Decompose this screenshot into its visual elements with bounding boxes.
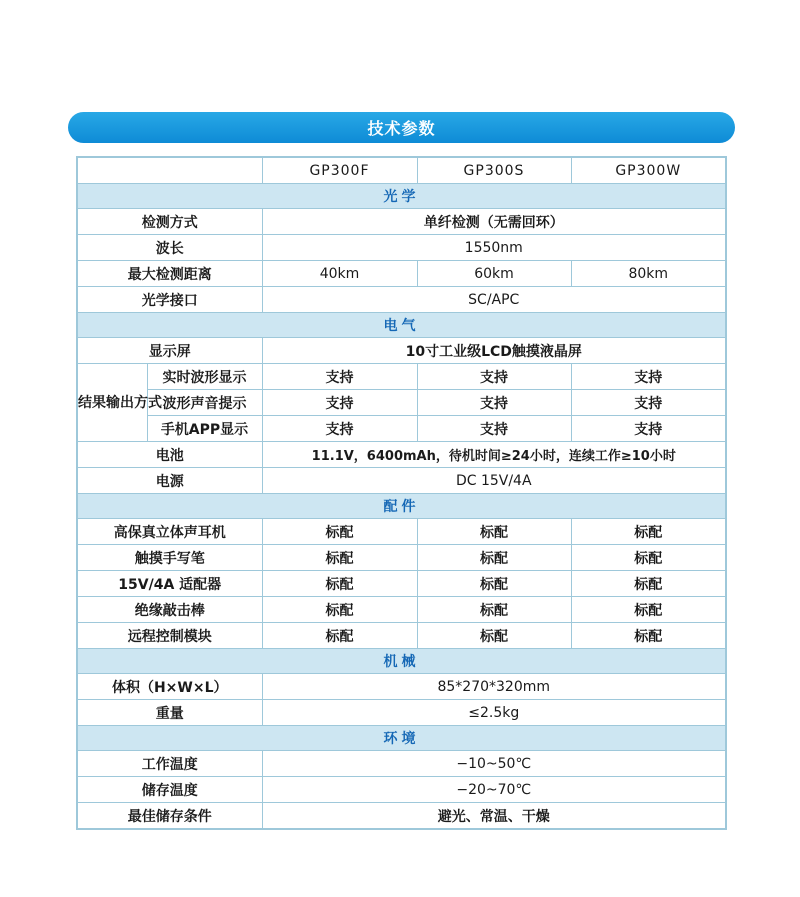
row-value: 支持 xyxy=(417,416,571,442)
section-title: 环境 xyxy=(77,726,726,751)
row-value: 标配 xyxy=(571,623,726,649)
table-row xyxy=(77,751,726,777)
row-value: 标配 xyxy=(262,571,417,597)
spec-table xyxy=(76,156,727,830)
row-value: 避光、常温、干燥 xyxy=(262,803,726,830)
table-row xyxy=(77,571,726,597)
row-value: 支持 xyxy=(571,390,726,416)
table-row xyxy=(77,416,726,442)
table-row xyxy=(77,803,726,830)
row-label: 储存温度 xyxy=(77,777,262,803)
row-value: 标配 xyxy=(262,519,417,545)
row-label: 波形声音提示 xyxy=(147,390,262,416)
table-row xyxy=(77,468,726,494)
table-row xyxy=(77,545,726,571)
row-value: 标配 xyxy=(417,623,571,649)
row-value: 标配 xyxy=(417,519,571,545)
row-label: 15V/4A 适配器 xyxy=(77,571,262,597)
row-value: 单纤检测（无需回环） xyxy=(262,209,726,235)
row-value: −10~50℃ xyxy=(262,751,726,777)
row-value: 60km xyxy=(417,261,571,287)
model-gp300w: GP300W xyxy=(571,157,726,184)
row-value: 支持 xyxy=(262,390,417,416)
row-value: SC/APC xyxy=(262,287,726,313)
row-value: 标配 xyxy=(262,623,417,649)
row-value: 支持 xyxy=(571,364,726,390)
row-value: −20~70℃ xyxy=(262,777,726,803)
row-label: 最佳储存条件 xyxy=(77,803,262,830)
row-value: ≤2.5kg xyxy=(262,700,726,726)
table-row xyxy=(77,338,726,364)
row-label: 最大检测距离 xyxy=(77,261,262,287)
section-electrical xyxy=(77,313,726,338)
section-accessories xyxy=(77,494,726,519)
row-value: 支持 xyxy=(571,416,726,442)
row-label: 光学接口 xyxy=(77,287,262,313)
row-label: 波长 xyxy=(77,235,262,261)
row-value: 80km xyxy=(571,261,726,287)
table-row xyxy=(77,623,726,649)
row-label: 工作温度 xyxy=(77,751,262,777)
row-value: DC 15V/4A xyxy=(262,468,726,494)
row-value: 支持 xyxy=(262,416,417,442)
row-label: 重量 xyxy=(77,700,262,726)
row-value: 标配 xyxy=(571,571,726,597)
table-row xyxy=(77,364,726,390)
table-row xyxy=(77,777,726,803)
row-value: 40km xyxy=(262,261,417,287)
table-row xyxy=(77,235,726,261)
table-row xyxy=(77,390,726,416)
row-label: 远程控制模块 xyxy=(77,623,262,649)
table-row xyxy=(77,700,726,726)
row-value: 标配 xyxy=(571,519,726,545)
table-row xyxy=(77,209,726,235)
row-label: 手机APP显示 xyxy=(147,416,262,442)
header-empty-cell xyxy=(77,157,262,184)
output-group-label: 结果输出方式 xyxy=(77,364,147,442)
row-label: 绝缘敲击棒 xyxy=(77,597,262,623)
section-environment xyxy=(77,726,726,751)
row-label: 体积（H×W×L） xyxy=(77,674,262,700)
row-value: 标配 xyxy=(571,597,726,623)
page-title: 技术参数 xyxy=(68,112,735,143)
table-row xyxy=(77,597,726,623)
row-value: 标配 xyxy=(262,597,417,623)
row-value: 11.1V，6400mAh，待机时间≥24小时，连续工作≥10小时 xyxy=(262,442,726,468)
row-label: 检测方式 xyxy=(77,209,262,235)
row-value: 85*270*320mm xyxy=(262,674,726,700)
row-value: 标配 xyxy=(571,545,726,571)
model-gp300s: GP300S xyxy=(417,157,571,184)
row-value: 1550nm xyxy=(262,235,726,261)
row-label: 实时波形显示 xyxy=(147,364,262,390)
section-title: 机械 xyxy=(77,649,726,674)
row-value: 10寸工业级LCD触摸液晶屏 xyxy=(262,338,726,364)
row-value: 标配 xyxy=(417,571,571,597)
row-value: 支持 xyxy=(262,364,417,390)
row-label: 高保真立体声耳机 xyxy=(77,519,262,545)
row-value: 标配 xyxy=(417,545,571,571)
section-optics xyxy=(77,184,726,209)
row-value: 标配 xyxy=(262,545,417,571)
section-title: 配件 xyxy=(77,494,726,519)
table-row xyxy=(77,442,726,468)
model-gp300f: GP300F xyxy=(262,157,417,184)
row-label: 显示屏 xyxy=(77,338,262,364)
row-label: 电源 xyxy=(77,468,262,494)
row-value: 标配 xyxy=(417,597,571,623)
section-title: 电气 xyxy=(77,313,726,338)
row-label: 电池 xyxy=(77,442,262,468)
row-value: 支持 xyxy=(417,364,571,390)
section-title: 光学 xyxy=(77,184,726,209)
table-row xyxy=(77,674,726,700)
model-header-row xyxy=(77,157,726,184)
table-row xyxy=(77,287,726,313)
row-value: 支持 xyxy=(417,390,571,416)
table-row xyxy=(77,261,726,287)
row-label: 触摸手写笔 xyxy=(77,545,262,571)
table-row xyxy=(77,519,726,545)
section-mechanical xyxy=(77,649,726,674)
